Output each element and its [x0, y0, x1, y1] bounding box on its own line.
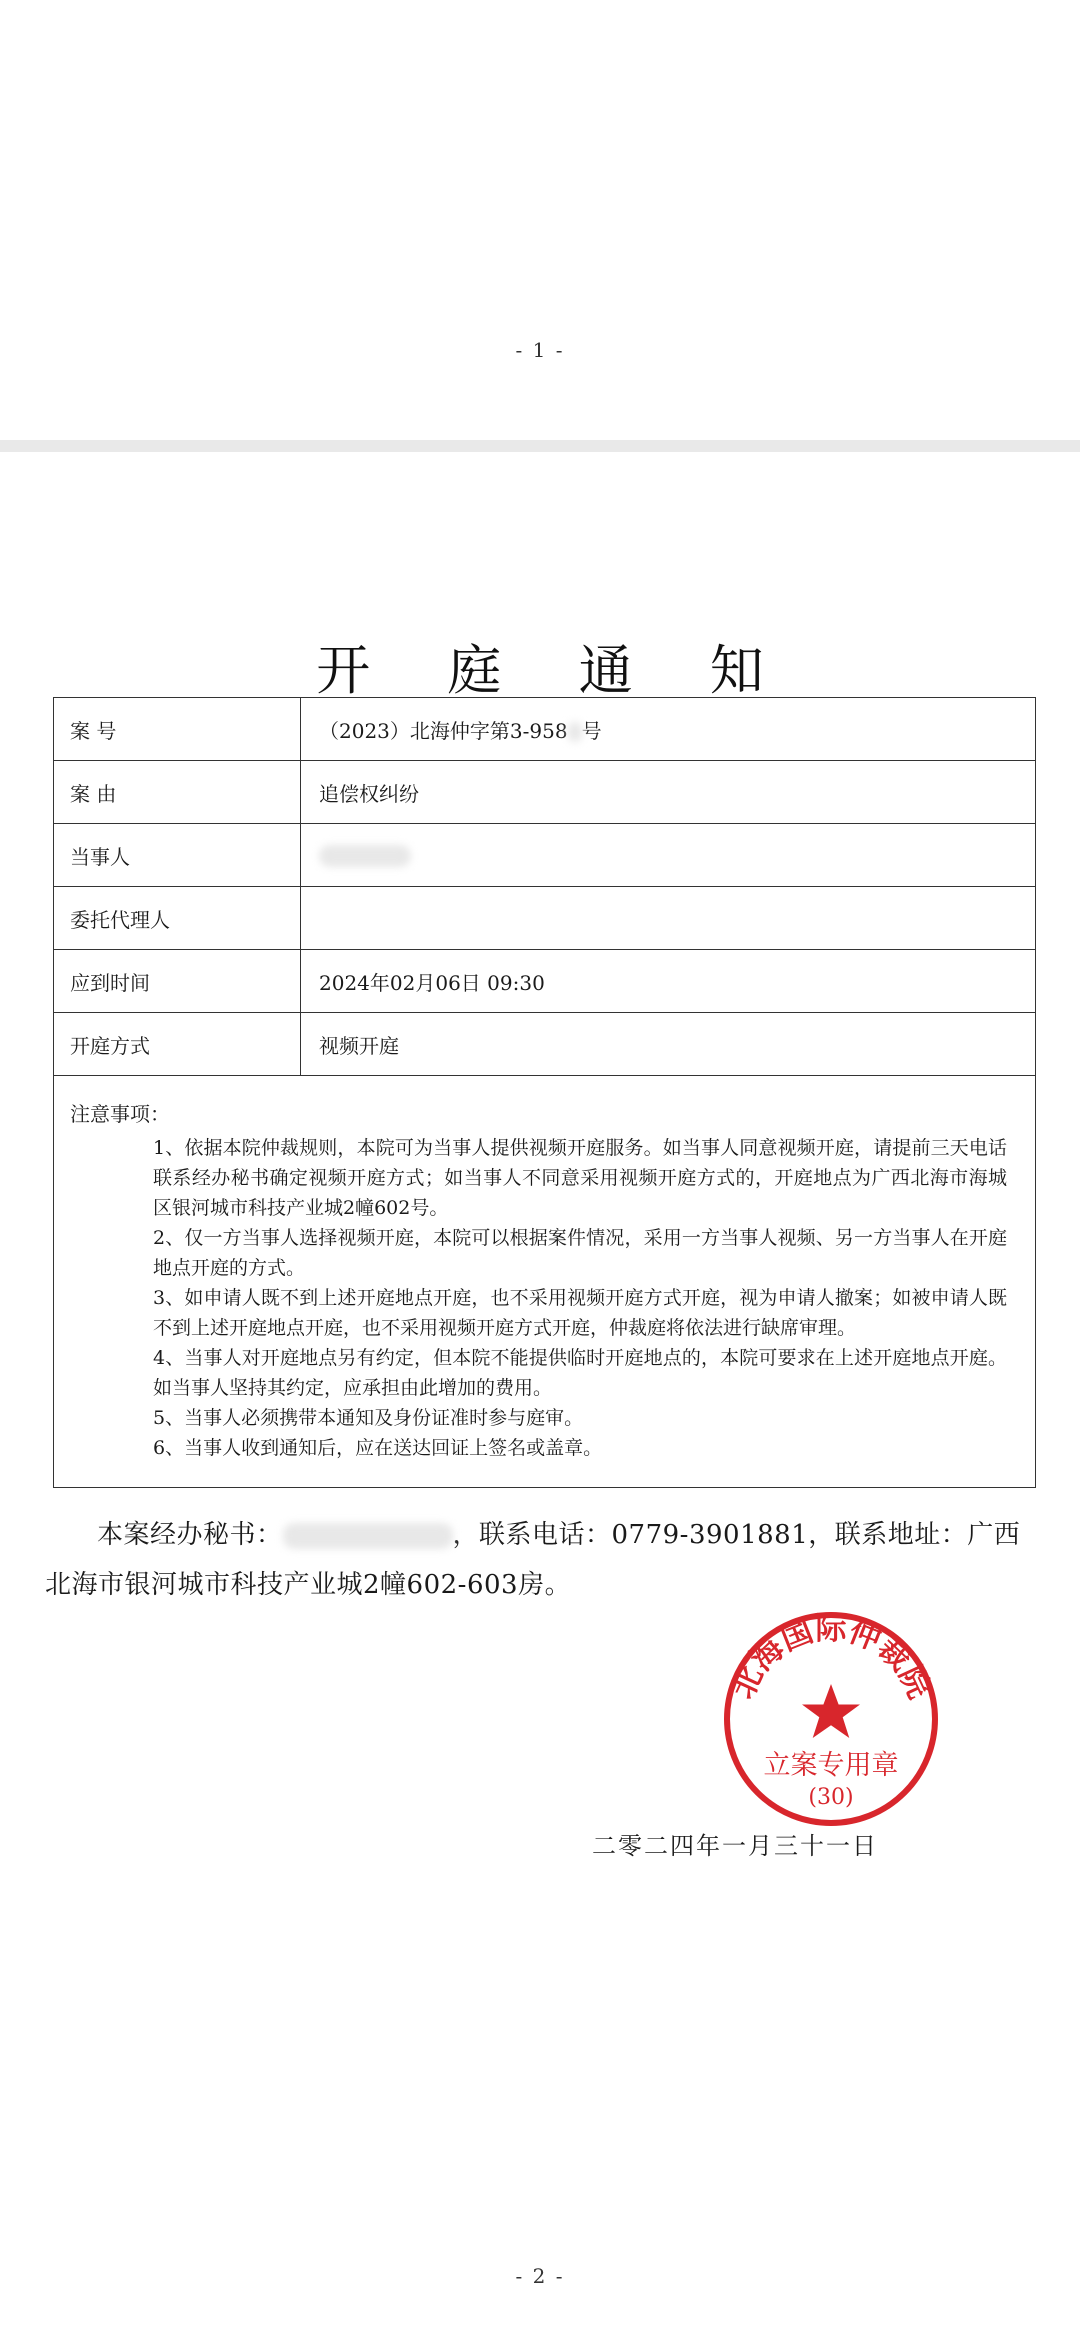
row-label: 应到时间	[54, 950, 301, 1013]
row-value	[301, 887, 1036, 950]
row-label: 案 由	[54, 761, 301, 824]
secretary-contact-paragraph	[45, 1510, 1030, 1610]
seal-number: (30)	[808, 1785, 854, 1810]
row-label: 当事人	[54, 824, 301, 887]
notice-item: 2、仅一方当事人选择视频开庭，本院可以根据案件情况，采用一方当事人视频、另一方当事人在开庭地点开庭的方式。	[153, 1227, 1007, 1279]
case-number-value: （2023）北海仲字第3-958	[319, 718, 568, 743]
table-row	[54, 824, 1036, 887]
case-number-suffix: 号	[581, 718, 602, 743]
notice-item: 4、当事人对开庭地点另有约定，但本院不能提供临时开庭地点的，本院可要求在上述开庭地点开庭。如当事人坚持其约定，应承担由此增加的费用。	[153, 1347, 1007, 1399]
notice-cell	[54, 1076, 1036, 1488]
redacted-party-name	[319, 845, 411, 867]
notice-item: 6、当事人收到通知后，应在送达回证上签名或盖章。	[153, 1437, 603, 1459]
row-value: 追偿权纠纷	[301, 761, 1036, 824]
issue-date: 二零二四年一月三十一日	[592, 1832, 878, 1860]
table-row	[54, 761, 1036, 824]
row-value: 视频开庭	[301, 1013, 1036, 1076]
notice-item: 3、如申请人既不到上述开庭地点开庭，也不采用视频开庭方式开庭，视为申请人撤案；如被申请人既不到上述开庭地点开庭，也不采用视频开庭方式开庭，仲裁庭将依法进行缺席审理。	[153, 1287, 1007, 1339]
redacted-secretary-name	[283, 1523, 453, 1549]
case-number-cell	[301, 698, 1036, 761]
row-label: 案 号	[54, 698, 301, 761]
seal-org-name: 北海国际仲裁院	[724, 1611, 938, 1705]
table-row	[54, 887, 1036, 950]
contact-info: ，联系电话：0779-3901881，联系地址：广西北海市银河城市科技产业城2幢602-603房。	[45, 1520, 1021, 1600]
document-title: 开 庭 通 知	[316, 639, 794, 702]
case-info-table	[53, 697, 1036, 1488]
seal-purpose: 立案专用章	[763, 1750, 899, 1781]
table-row	[54, 950, 1036, 1013]
table-row	[54, 698, 1036, 761]
page-separator	[0, 440, 1080, 452]
notice-item: 5、当事人必须携带本通知及身份证准时参与庭审。	[153, 1407, 584, 1429]
row-label: 开庭方式	[54, 1013, 301, 1076]
party-cell	[301, 824, 1036, 887]
star-icon	[802, 1684, 860, 1738]
page-number-1: - 1 -	[515, 338, 565, 362]
notice-item: 1、依据本院仲裁规则，本院可为当事人提供视频开庭服务。如当事人同意视频开庭，请提前三天电话联系经办秘书确定视频开庭方式；如当事人不同意采用视频开庭方式的，开庭地点为广西北海市海城区银河城市科技产业城2幢602号。	[153, 1137, 1007, 1219]
table-row	[54, 1013, 1036, 1076]
row-value: 2024年02月06日 09:30	[301, 950, 1036, 1013]
redacted-digit	[568, 722, 582, 742]
secretary-label: 本案经办秘书：	[97, 1520, 283, 1550]
notice-row	[54, 1076, 1036, 1488]
row-label: 委托代理人	[54, 887, 301, 950]
notice-title: 注意事项：	[70, 1102, 170, 1126]
page-number-2: - 2 -	[515, 2264, 565, 2288]
official-seal	[720, 1608, 942, 1830]
